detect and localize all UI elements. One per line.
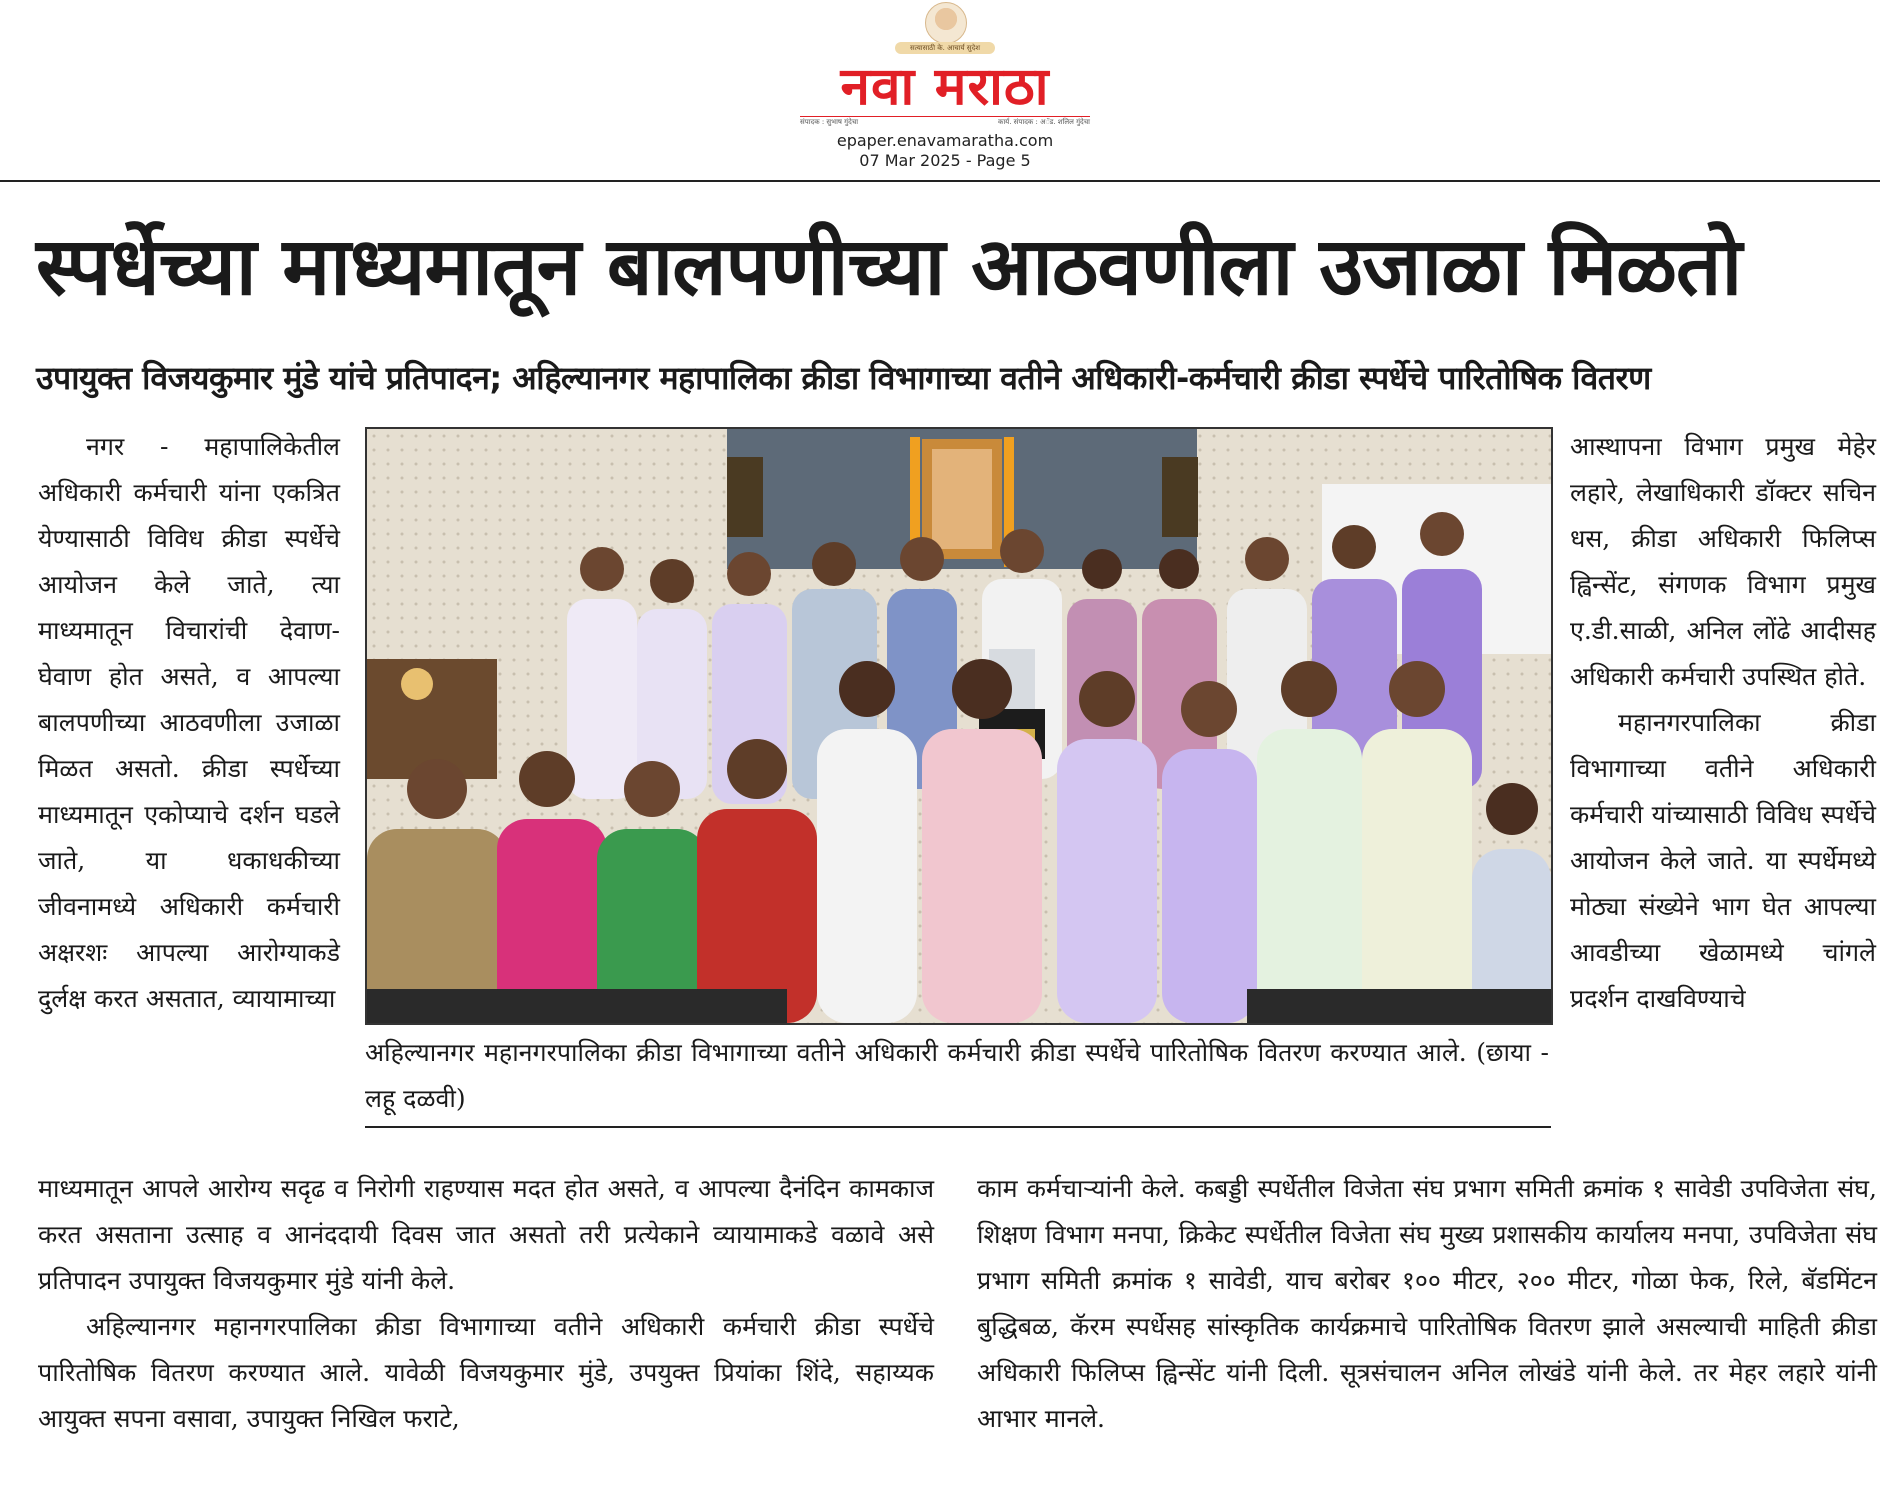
paragraph-attendees: आस्थापना विभाग प्रमुख मेहेर लहारे, लेखाधिकारी डॉक्टर सचिन धस, क्रीडा अधिकारी फिलिप्स ह्विन्सेंट, संगणक विभाग प्रमुख ए.डी.साळी, अनिल लोंढे आदीसह अधिकारी कर्मचारी उपस्थित होते. (1570, 432, 1876, 691)
editor-left: संपादक : सुभाष गुंदेचा (800, 118, 859, 126)
paragraph-intro: नगर - महापालिकेतील अधिकारी कर्मचारी यांना एकत्रित येण्यासाठी विविध क्रीडा स्पर्धेचे आयोजन केले जाते, त्या माध्यमातून विचारांची देवाण-घेवाण होत असते, व आपल्या बालपणीच्या आठवणीला उजाळा मिळत असतो. क्रीडा स्पर्धेच्या माध्यमातून एकोप्याचे दर्शन घडले जाते, या धकाधकीच्या जीवनामध्ये अधिकारी कर्मचारी अक्षरशः आपल्या आरोग्याकडे दुर्लक्ष करत असतात, व्यायामाच्या (38, 432, 340, 1013)
paragraph-health: माध्यमातून आपले आरोग्य सदृढ व निरोगी राहण्यास मदत होत असते, व आपल्या दैनंदिन कामकाज करत असताना उत्साह व आनंददायी दिवस जात असतो तरी प्रत्येकाने व्यायामाकडे वळावे असे प्रतिपादन उपायुक्त विजयकुमार मुंडे यांनी केले. (38, 1174, 934, 1295)
newspaper-logo: नवा मराठा (840, 57, 1050, 117)
article-column-left (38, 424, 340, 1164)
frame-left (727, 457, 763, 537)
article-headline: स्पर्धेच्या माध्यमातून बालपणीच्या आठवणीला उजाळा मिळतो (36, 220, 1742, 313)
paragraph-organisation: महानगरपालिका क्रीडा विभागाच्या वतीने अधिकारी कर्मचारी यांच्यासाठी विविध स्पर्धेचे आयोजन केले जाते. या स्पर्धेमध्ये मोठ्या संख्येने भाग घेत आपल्या आवडीच्या खेळामध्ये चांगले प्रदर्शन दाखविण्याचे (1570, 708, 1876, 1013)
article-column-right (1570, 424, 1876, 1164)
photo-caption: अहिल्यानगर महानगरपालिका क्रीडा विभागाच्या वतीने अधिकारी कर्मचारी क्रीडा स्पर्धेचे पारितोषिक वितरण करण्यात आले. (छाया - लहू दळवी) (365, 1038, 1549, 1113)
paragraph-winners: काम कर्मचाऱ्यांनी केले. कबड्डी स्पर्धेतील विजेता संघ प्रभाग समिती क्रमांक १ सावेडी उपविजेता संघ, शिक्षण विभाग मनपा, क्रिकेट स्पर्धेतील विजेता संघ मुख्य प्रशासकीय कार्यालय मनपा, उपविजेता संघ प्रभाग समिती क्रमांक १ सावेडी, याच बरोबर १०० मीटर, २०० मीटर, गोळा फेक, रिले, बॅडमिंटन बुद्धिबळ, कॅरम स्पर्धेसह सांस्कृतिक कार्यक्रमाचे पारितोषिक वितरण झाले असल्याची माहिती क्रीडा अधिकारी फिलिप्स ह्विन्सेंट यांनी दिली. सूत्रसंचालन अनिल लोखंडे यांनी केले. तर मेहर लहारे यांनी आभार मानले. (977, 1174, 1877, 1433)
desk-right (1247, 989, 1551, 1023)
event-photo (365, 427, 1553, 1025)
podium-emblem (401, 668, 433, 700)
article-subheadline: उपायुक्त विजयकुमार मुंडे यांचे प्रतिपादन; अहिल्यानगर महापालिका क्रीडा विभागाच्या वतीने अधिकारी-कर्मचारी क्रीडा स्पर्धेचे पारितोषिक वितरण (36, 359, 1651, 397)
issue-date-page: 07 Mar 2025 - Page 5 (859, 151, 1031, 170)
masthead-editors (800, 116, 1090, 127)
founder-portrait-icon (925, 2, 967, 44)
caption-divider (365, 1126, 1551, 1128)
editor-right: कार्य. संपादक : अॅड. शलिल गुंदेचा (997, 118, 1090, 126)
frame-right (1162, 457, 1198, 537)
desk-left (367, 989, 787, 1023)
epaper-site-link[interactable]: epaper.enavamaratha.com (836, 131, 1054, 150)
article-column-bottom-right (977, 1166, 1877, 1496)
masthead-tagline: सत्यासाठी के. आचार्य सुदेश (895, 42, 995, 54)
masthead-divider (0, 180, 1880, 182)
paragraph-distribution: अहिल्यानगर महानगरपालिका क्रीडा विभागाच्या वतीने अधिकारी कर्मचारी क्रीडा स्पर्धेचे पारितोषिक वितरण करण्यात आले. यावेळी विजयकुमार मुंडे, उपयुक्त प्रियांका शिंदे, सहाय्यक आयुक्त सपना वसावा, उपायुक्त निखिल फराटे, (38, 1312, 934, 1433)
article-column-bottom-left (38, 1166, 934, 1496)
portrait-painting (932, 449, 992, 549)
masthead (790, 0, 1100, 178)
group-photo-illustration (367, 429, 1551, 1023)
